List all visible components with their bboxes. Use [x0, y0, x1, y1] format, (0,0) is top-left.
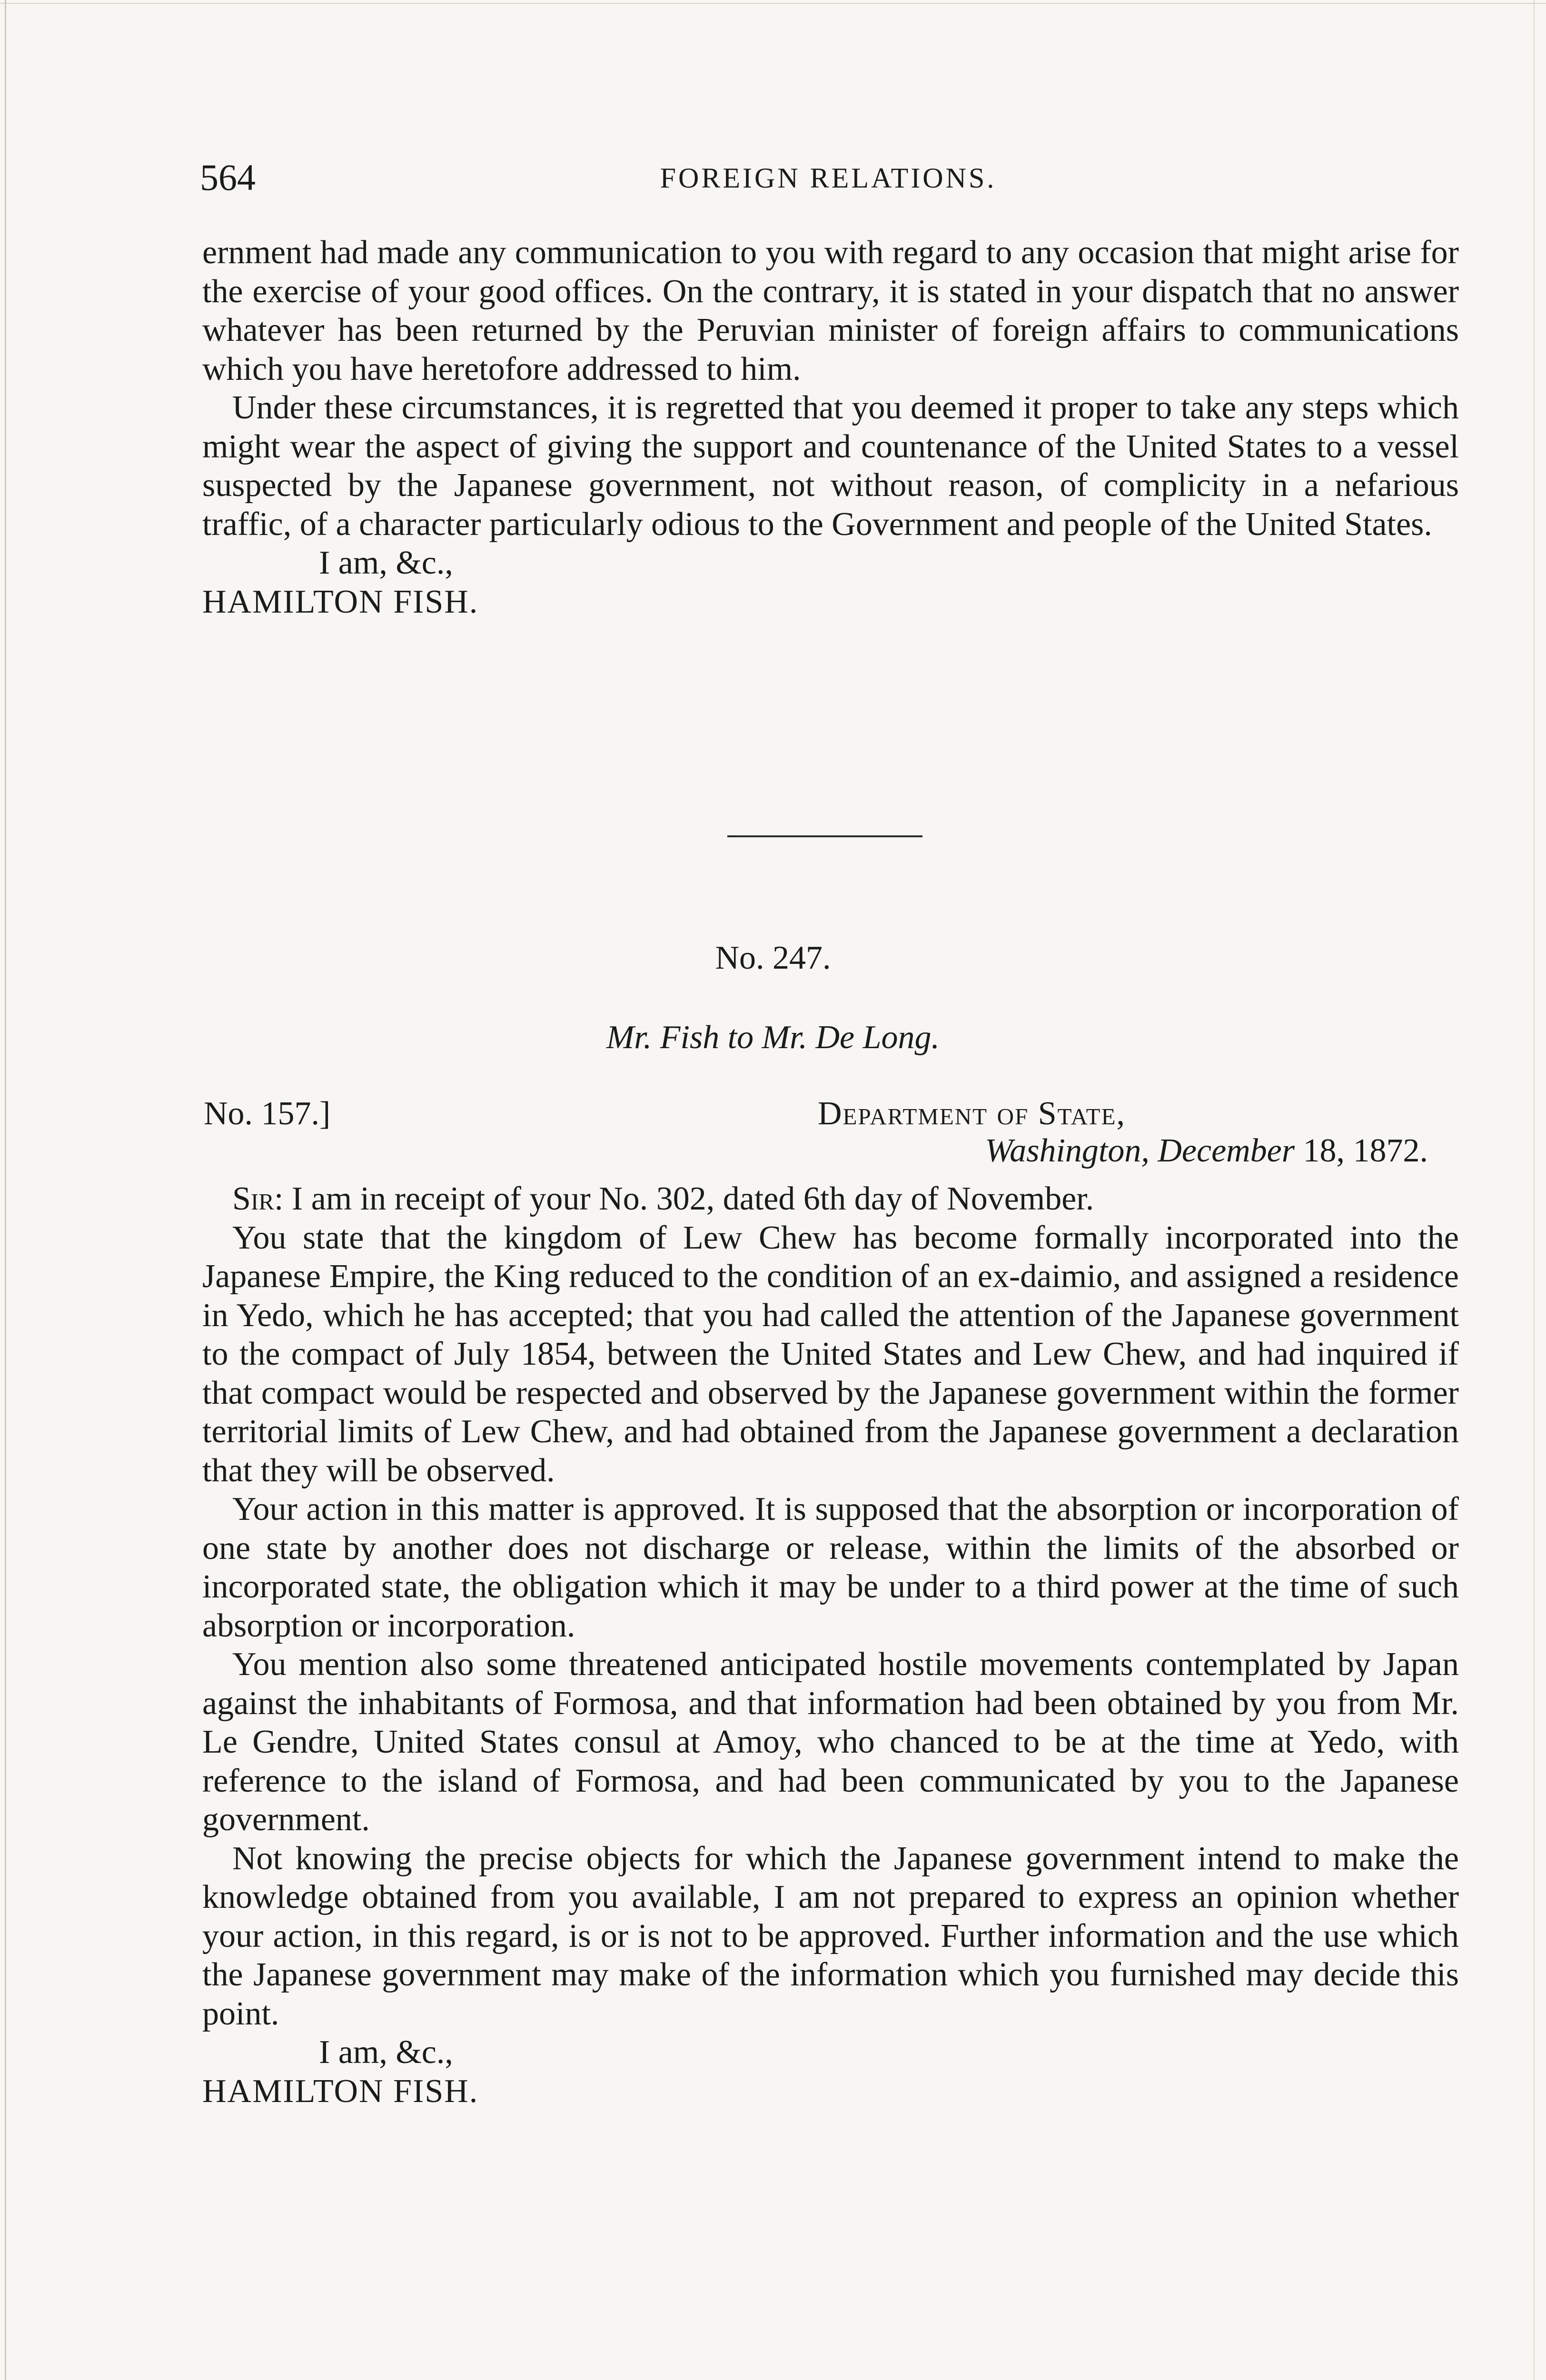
dispatch-number: No. 157.]: [204, 1095, 331, 1132]
opening-sentence: : I am in receipt of your No. 302, dated 6th day of November.: [274, 1180, 1094, 1217]
letter-two-body: [202, 1180, 1459, 2111]
page-number: 564: [200, 157, 256, 198]
document-heading: Mr. Fish to Mr. De Long.: [606, 1019, 940, 1056]
running-title: FOREIGN RELATIONS.: [660, 162, 997, 194]
dateline: [985, 1132, 1428, 1170]
letter-two-signature: HAMILTON FISH.: [202, 2073, 479, 2110]
letter-one-paragraph-2: Under these circumstances, it is regretted that you deemed it proper to take any steps which might wear the aspect of giving the support and countenance of the United States to a vessel suspected by the Japanese government, not without reason, of complicity in a nefarious traffic, of a character particularly odious to the Government and people of the United States.: [202, 389, 1459, 543]
letter-two-closing: I am, &c.,: [319, 2034, 453, 2071]
document-number: No. 247.: [715, 940, 831, 976]
letter-two-opening: [202, 1180, 1459, 1219]
dateline-day-year: 18, 1872.: [1303, 1132, 1428, 1169]
letter-two-paragraph-3: You mention also some threatened anticipated hostile movements contemplated by Japan against the inhabitants of Formosa, and that information had been obtained by you from Mr. Le Gendre, United States consul at Amoy, who chanced to be at the time at Yedo, with reference to the island of Formosa, and had been communicated by you to the Japanese government.: [202, 1646, 1459, 1838]
letter-one-closing: I am, &c.,: [319, 545, 453, 581]
dateline-month: December: [1158, 1132, 1295, 1169]
letter-one-signature: HAMILTON FISH.: [202, 583, 479, 620]
page-edge-right: [1534, 0, 1535, 2380]
page-edge-top: [0, 3, 1546, 4]
salutation: Sir: [232, 1180, 274, 1217]
letter-two-paragraph-4: Not knowing the precise objects for which the Japanese government intend to make the knowledge obtained from you available, I am not prepared to express an opinion whether your action, in this regard, is or is not to be approved. Further information and the use which the Japanese government may make of the information which you furnished may decide this point.: [202, 1840, 1459, 2032]
letter-two-paragraph-2: Your action in this matter is approved. It is supposed that the absorption or incorporation of one state by another does not discharge or release, within the limits of the absorbed or incorporated state, the obligation which it may be under to a third power at the time of such absorption or incorporation.: [202, 1491, 1459, 1644]
letter-two-paragraph-1: You state that the kingdom of Lew Chew has become formally incorporated into the Japanese Empire, the King reduced to the condition of an ex-daimio, and assigned a residence in Yedo, which he has accepted; that you had called the attention of the Japanese government to the compact of July 1854, between the United States and Lew Chew, and had inquired if that compact would be respected and observed by the Japanese government within the former territorial limits of Lew Chew, and had obtained from the Japanese government a declaration that they will be observed.: [202, 1219, 1459, 1489]
letter-one-paragraph-1: ernment had made any communication to you with regard to any occasion that might arise for the exercise of your good offices. On the contrary, it is stated in your dispatch that no answer whatever has been returned by the Peruvian minister of foreign affairs to communications which you have heretofore addressed to him.: [202, 234, 1459, 387]
dateline-place: Washington,: [985, 1132, 1150, 1169]
page-header: [200, 151, 1457, 208]
page-edge-left: [5, 0, 6, 2380]
letter-one-body: [202, 233, 1459, 621]
department-name: Department of State,: [818, 1095, 1126, 1132]
section-divider: [727, 835, 922, 837]
